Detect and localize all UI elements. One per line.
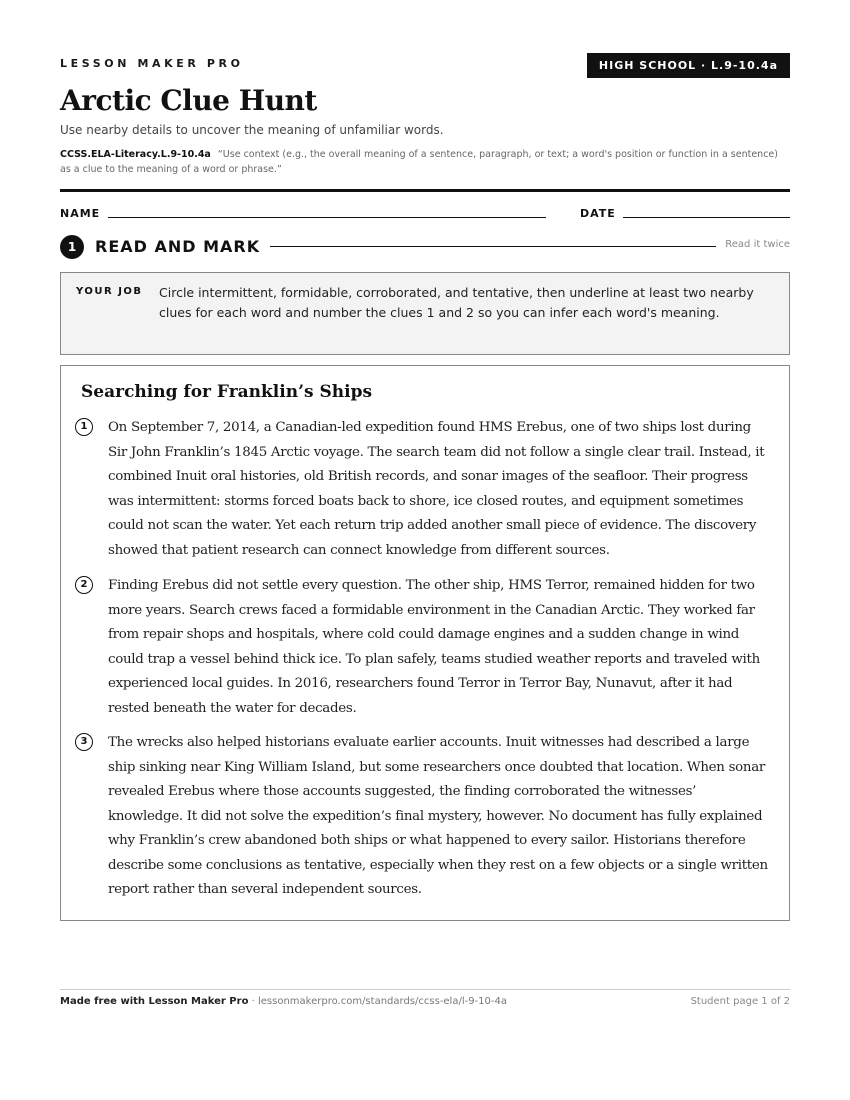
name-field[interactable] — [108, 217, 546, 218]
page-number: Student page 1 of 2 — [690, 996, 790, 1007]
header-divider — [60, 189, 790, 192]
section-divider — [270, 246, 716, 247]
your-job-label: YOUR JOB — [76, 286, 143, 297]
paragraph-text: The wrecks also helped historians evaluate earlier accounts. Inuit witnesses had described a large ship sinking near King William Island, but some researchers once doubted that location. When sonar revealed Erebus where those accounts suggested, the finding corroborated the witnesses’ knowledge. It did not solve the expedition’s final mystery, however. No document has fully explained why Franklin’s crew abandoned both ships or what happened to every sailor. Historians therefore describe some conclusions as tentative, especially when they rest on a few objects or a single written report rather than several independent sources. — [108, 735, 768, 897]
section-title: READ AND MARK — [95, 237, 261, 256]
standard-code: CCSS.ELA-Literacy.L.9-10.4a — [60, 149, 211, 160]
brand-name: LESSON MAKER PRO — [60, 57, 244, 70]
section-hint: Read it twice — [725, 239, 790, 250]
passage-paragraph — [75, 731, 775, 903]
reading-passage — [60, 365, 790, 921]
date-label: DATE — [580, 207, 616, 220]
paragraph-number: 3 — [75, 733, 93, 751]
paragraph-number: 1 — [75, 418, 93, 436]
footer-url: · lessonmakerpro.com/standards/ccss-ela/l-9-10-4a — [248, 996, 508, 1007]
paragraph-text: On September 7, 2014, a Canadian-led expedition found HMS Erebus, one of two ships lost during Sir John Franklin’s 1845 Arctic voyage. The search team did not follow a single clear trail. Instead, it combined Inuit oral histories, old British records, and sonar images of the seafloor. Their progress was intermittent: storms forced boats back to shore, ice closed routes, and equipment sometimes could not scan the water. Yet each return trip added another small piece of evidence. The discovery showed that patient research can connect knowledge from different sources. — [108, 420, 765, 558]
section-number-badge: 1 — [60, 235, 84, 259]
footer-credit — [60, 996, 507, 1007]
paragraph-text: Finding Erebus did not settle every question. The other ship, HMS Terror, remained hidden for two more years. Search crews faced a formidable environment in the Canadian Arctic. They worked far from repair shops and hospitals, where cold could damage engines and a sudden change in wind could trap a vessel behind thick ice. To plan safely, teams studied weather reports and traveled with experienced local guides. In 2016, researchers found Terror in Terror Bay, Nunavut, after it had rested beneath the water for decades. — [108, 578, 760, 716]
paragraph-number: 2 — [75, 576, 93, 594]
date-field[interactable] — [623, 217, 790, 218]
page-subtitle: Use nearby details to uncover the meaning of unfamiliar words. — [60, 123, 444, 137]
standard-description — [60, 147, 790, 177]
level-badge: HIGH SCHOOL · L.9-10.4a — [587, 53, 790, 78]
name-label: NAME — [60, 207, 101, 220]
passage-title: Searching for Franklin’s Ships — [81, 382, 373, 402]
standard-text: “Use context (e.g., the overall meaning of a sentence, paragraph, or text; a word's position or function in a sentence) as a clue to the meaning of a word or phrase.” — [60, 149, 778, 175]
worksheet-page — [60, 0, 790, 1100]
passage-paragraph — [75, 416, 775, 563]
your-job-box — [60, 272, 790, 355]
your-job-text: Circle intermittent, formidable, corroborated, and tentative, then underline at least two nearby clues for each word and number the clues 1 and 2 so you can infer each word's meaning. — [159, 285, 754, 320]
footer-divider — [60, 989, 790, 990]
footer-brand: Made free with Lesson Maker Pro — [60, 996, 249, 1007]
page-title: Arctic Clue Hunt — [60, 84, 317, 117]
passage-paragraph — [75, 574, 775, 721]
